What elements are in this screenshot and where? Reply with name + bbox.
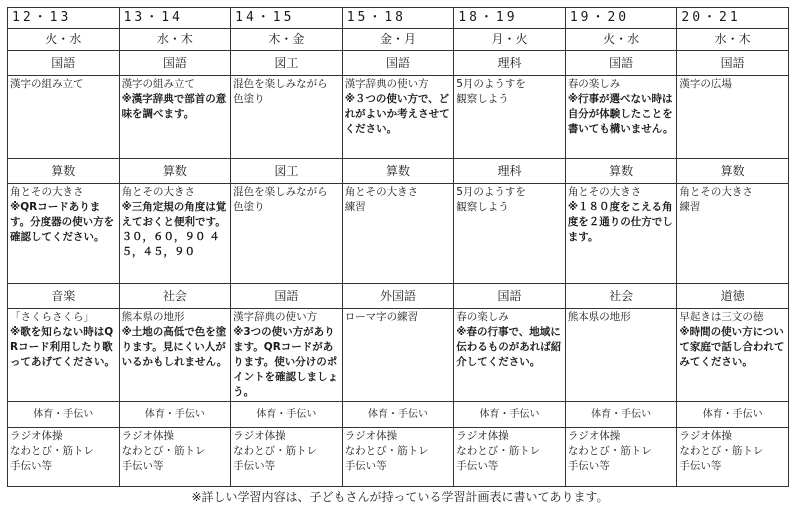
content-cell <box>119 76 231 159</box>
pe-content-cell <box>231 428 343 487</box>
lesson-detail: 色塗り <box>233 201 265 213</box>
content-cell <box>231 76 343 159</box>
lesson-note: ※春の行事で、地域に伝わるものがあれば紹介してください。 <box>456 326 562 368</box>
lesson-title: 5月のようすを <box>456 186 526 198</box>
subject-cell: 算数 <box>565 159 677 184</box>
content-cell <box>8 76 120 159</box>
subject-cell: 社会 <box>565 284 677 309</box>
pe-activity: なわとび・筋トレ <box>344 445 429 457</box>
lesson-title: 角とその大きさ <box>679 186 753 198</box>
weekday-cell: 火・水 <box>8 29 120 51</box>
content-cell <box>454 76 566 159</box>
subject-cell: 外国語 <box>342 284 454 309</box>
pe-activity: 手伝い等 <box>233 460 276 472</box>
content-cell <box>8 309 120 402</box>
subject-cell: 算数 <box>8 159 120 184</box>
subject-cell: 理科 <box>454 51 566 76</box>
subject-cell: 図工 <box>231 51 343 76</box>
pe-header-cell: 体育・手伝い <box>342 402 454 428</box>
lesson-detail: 観察しよう <box>456 93 509 105</box>
lesson-note: ※QRコードあります。分度器の使い方を確認してください。 <box>10 201 115 243</box>
pe-content-cell <box>677 428 789 487</box>
lesson-note: ※行事が選べない時は自分が体験したことを書いても構いません。 <box>567 93 674 135</box>
weekday-cell: 月・火 <box>454 29 566 51</box>
pe-header-cell: 体育・手伝い <box>677 402 789 428</box>
content-cell <box>677 76 789 159</box>
lesson-detail: 練習 <box>344 201 366 213</box>
lesson-title: 混色を楽しみながら <box>233 186 328 198</box>
footnote: ※詳しい学習内容は、子どもさんが持っている学習計画表に書いてあります。 <box>191 490 609 504</box>
content-cell <box>454 184 566 284</box>
subject-cell: 算数 <box>342 159 454 184</box>
pe-activity: なわとび・筋トレ <box>121 445 206 457</box>
lesson-title: 角とその大きさ <box>10 186 84 198</box>
content-row <box>8 76 789 159</box>
weekday-cell: 火・水 <box>565 29 677 51</box>
pe-activity: 手伝い等 <box>10 460 52 472</box>
lesson-title: 春の楽しみ <box>567 78 621 90</box>
content-cell <box>119 309 231 402</box>
date-cell: 15・18 <box>342 8 454 29</box>
lesson-note: ※歌を知らない時はQRコード利用したり歌ってあげてください。 <box>10 326 115 368</box>
content-cell <box>342 184 454 284</box>
lesson-note: ※3つの使い方があります。QRコードがあります。使い分けのポイントを確認しましょう。 <box>233 326 339 398</box>
lesson-title: 角とその大きさ <box>121 186 196 198</box>
pe-header-row <box>8 402 789 428</box>
pe-header-cell: 体育・手伝い <box>454 402 566 428</box>
pe-activity: なわとび・筋トレ <box>10 445 94 457</box>
pe-content-cell <box>565 428 677 487</box>
content-row <box>8 309 789 402</box>
date-row <box>8 8 789 29</box>
subject-row <box>8 159 789 184</box>
content-cell <box>231 184 343 284</box>
subject-cell: 算数 <box>119 159 231 184</box>
weekday-cell: 金・月 <box>342 29 454 51</box>
weekday-cell: 水・木 <box>677 29 789 51</box>
content-cell <box>565 184 677 284</box>
lesson-note: ※土地の高低で色を塗ります。見にくい人がいるかもしれません。 <box>121 326 228 368</box>
date-cell: 20・21 <box>677 8 789 29</box>
pe-activity: ラジオ体操 <box>121 430 175 442</box>
pe-header-cell: 体育・手伝い <box>119 402 231 428</box>
content-cell <box>454 309 566 402</box>
subject-cell: 国語 <box>8 51 120 76</box>
pe-header-cell: 体育・手伝い <box>565 402 677 428</box>
subject-cell: 国語 <box>231 284 343 309</box>
subject-cell: 音楽 <box>8 284 120 309</box>
date-cell: 14・15 <box>231 8 343 29</box>
content-cell <box>677 184 789 284</box>
date-cell: 12・13 <box>8 8 120 29</box>
date-cell: 19・20 <box>565 8 677 29</box>
pe-content-row <box>8 428 789 487</box>
pe-activity: 手伝い等 <box>344 460 387 472</box>
content-cell <box>565 309 677 402</box>
lesson-note: ※漢字辞典で部首の意味を調べます。 <box>121 93 227 120</box>
pe-activity: ラジオ体操 <box>344 430 398 442</box>
lesson-title: 漢字辞典の使い方 <box>344 78 429 90</box>
subject-cell: 国語 <box>677 51 789 76</box>
content-cell <box>8 184 120 284</box>
pe-activity: ラジオ体操 <box>679 430 732 442</box>
subject-cell: 国語 <box>565 51 677 76</box>
pe-activity: 手伝い等 <box>679 460 722 472</box>
subject-cell: 国語 <box>454 284 566 309</box>
lesson-title: 角とその大きさ <box>344 186 419 198</box>
pe-header-cell: 体育・手伝い <box>231 402 343 428</box>
content-row <box>8 184 789 284</box>
date-cell: 18・19 <box>454 8 566 29</box>
lesson-note: ※１８０度をこえる角度を２通りの仕方でします。 <box>567 201 673 243</box>
subject-cell: 算数 <box>677 159 789 184</box>
weekday-cell: 水・木 <box>119 29 231 51</box>
subject-cell: 国語 <box>342 51 454 76</box>
subject-row <box>8 284 789 309</box>
content-cell <box>231 309 343 402</box>
lesson-title: 熊本県の地形 <box>121 311 185 323</box>
lesson-detail: 色塗り <box>233 93 265 105</box>
subject-cell: 社会 <box>119 284 231 309</box>
pe-content-cell <box>454 428 566 487</box>
content-cell <box>677 309 789 402</box>
subject-cell: 図工 <box>231 159 343 184</box>
lesson-title: 漢字の広場 <box>679 78 732 90</box>
pe-header-cell: 体育・手伝い <box>8 402 120 428</box>
pe-activity: 手伝い等 <box>456 460 499 472</box>
lesson-title: 5月のようすを <box>456 78 526 90</box>
lesson-note: ※三角定規の角度は覚えておくと便利です。３０，６０，９０ ４５，４５，９０ <box>121 201 227 258</box>
lesson-title: 早起きは三文の徳 <box>679 311 764 323</box>
lesson-detail: 観察しよう <box>456 201 509 213</box>
pe-content-cell <box>342 428 454 487</box>
content-cell <box>565 76 677 159</box>
study-schedule-table <box>7 7 789 487</box>
subject-cell: 理科 <box>454 159 566 184</box>
lesson-title: 熊本県の地形 <box>567 311 631 323</box>
pe-activity: ラジオ体操 <box>567 430 621 442</box>
lesson-title: ローマ字の練習 <box>344 311 419 323</box>
pe-activity: なわとび・筋トレ <box>567 445 652 457</box>
content-cell <box>119 184 231 284</box>
content-cell <box>342 309 454 402</box>
pe-activity: なわとび・筋トレ <box>456 445 541 457</box>
pe-activity: ラジオ体操 <box>10 430 63 442</box>
pe-activity: ラジオ体操 <box>233 430 286 442</box>
lesson-title: 角とその大きさ <box>567 186 642 198</box>
weekday-row <box>8 29 789 51</box>
date-cell: 13・14 <box>119 8 231 29</box>
lesson-title: 春の楽しみ <box>456 311 509 323</box>
subject-cell: 道徳 <box>677 284 789 309</box>
pe-activity: なわとび・筋トレ <box>679 445 764 457</box>
subject-cell: 国語 <box>119 51 231 76</box>
lesson-title: 「さくらさくら」 <box>10 311 94 323</box>
lesson-title: 漢字の組み立て <box>121 78 196 90</box>
content-cell <box>342 76 454 159</box>
lesson-title: 混色を楽しみながら <box>233 78 328 90</box>
pe-content-cell <box>8 428 120 487</box>
pe-content-cell <box>119 428 231 487</box>
lesson-detail: 練習 <box>679 201 701 213</box>
lesson-title: 漢字の組み立て <box>10 78 84 90</box>
pe-activity: ラジオ体操 <box>456 430 509 442</box>
lesson-note: ※時間の使い方について家庭で話し合われてみてください。 <box>679 326 785 368</box>
pe-activity: 手伝い等 <box>567 460 610 472</box>
weekday-cell: 木・金 <box>231 29 343 51</box>
lesson-title: 漢字辞典の使い方 <box>233 311 318 323</box>
pe-activity: なわとび・筋トレ <box>233 445 318 457</box>
lesson-note: ※３つの使い方で、どれがよいか考えさせてください。 <box>344 93 450 135</box>
subject-row <box>8 51 789 76</box>
pe-activity: 手伝い等 <box>121 460 164 472</box>
